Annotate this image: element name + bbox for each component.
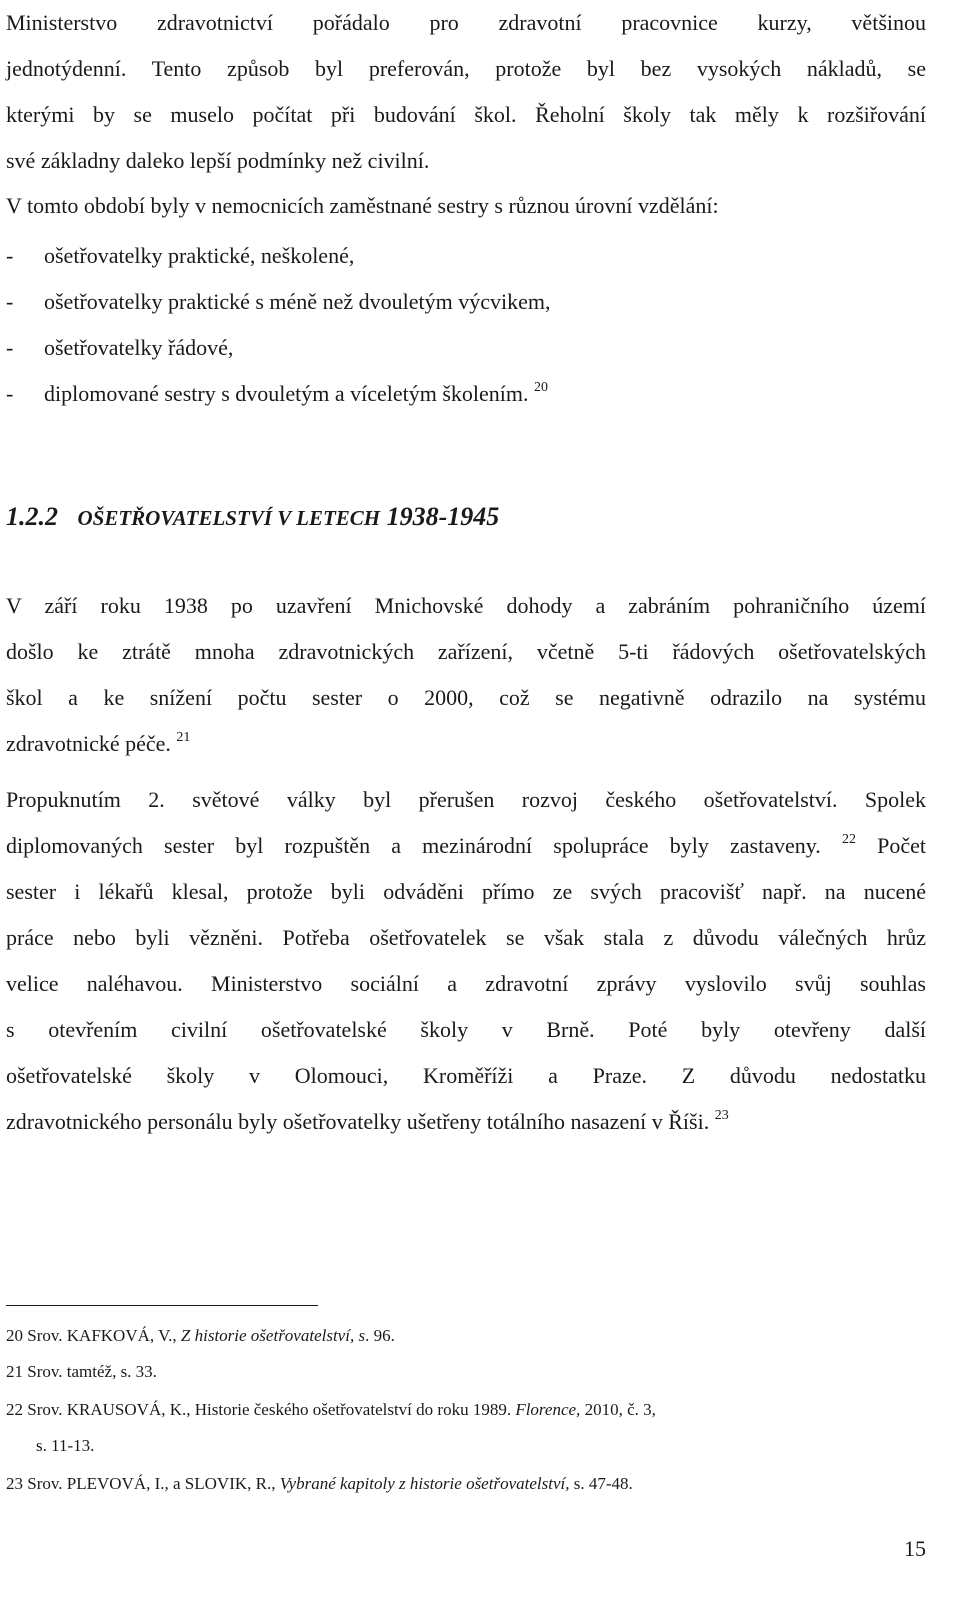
list-item bbox=[6, 279, 550, 325]
paragraph-nurse-levels-intro bbox=[6, 183, 926, 229]
footnote-text: 22 Srov. KRAUSOVÁ, K., Historie českého ošetřovatelství do roku 1989. bbox=[6, 1400, 516, 1419]
footnote-title: Vybrané kapitoly z historie ošetřovatelství, bbox=[279, 1474, 570, 1493]
footnote-text: 2010, č. 3, bbox=[580, 1400, 656, 1419]
footnote-journal: Florence, bbox=[515, 1400, 581, 1419]
footnote-22 bbox=[6, 1392, 656, 1428]
text-line bbox=[6, 1099, 926, 1145]
footnote-23 bbox=[6, 1466, 633, 1502]
text-line bbox=[6, 823, 926, 869]
nurse-levels-list bbox=[6, 233, 550, 417]
dash-bullet: - bbox=[6, 335, 14, 360]
list-item-text: diplomované sestry s dvouletým a víceletým školením. bbox=[44, 381, 529, 406]
text-line bbox=[6, 721, 926, 767]
text-line: V tomto období byly v nemocnicích zaměstnané sestry s různou úrovní vzdělání: bbox=[6, 193, 719, 218]
text-fragment: zdravotnické péče. bbox=[6, 731, 171, 756]
paragraph-ww2-nursing bbox=[6, 777, 926, 1145]
paragraph-ministry-courses bbox=[6, 0, 926, 184]
list-item bbox=[6, 325, 550, 371]
text-line: škol a ke snížení počtu sester o 2000, což se negativně odrazilo na systému bbox=[6, 685, 926, 710]
footnote-text: s. 47-48. bbox=[569, 1474, 633, 1493]
dash-bullet: - bbox=[6, 243, 14, 268]
section-years: 1938-1945 bbox=[386, 502, 500, 531]
list-item-text: ošetřovatelky řádové, bbox=[44, 335, 234, 360]
footnote-21: 21 Srov. tamtéž, s. 33. bbox=[6, 1362, 157, 1381]
footnote-20 bbox=[6, 1318, 395, 1354]
dash-bullet: - bbox=[6, 381, 14, 406]
text-fragment: zdravotnického personálu byly ošetřovatelky ušetřeny totálního nasazení v Říši. bbox=[6, 1109, 710, 1134]
list-item-text: ošetřovatelky praktické s méně než dvouletým výcvikem, bbox=[44, 289, 551, 314]
paragraph-munich-agreement bbox=[6, 583, 926, 767]
text-line: své základny daleko lepší podmínky než civilní. bbox=[6, 148, 430, 173]
text-line: Ministerstvo zdravotnictví pořádalo pro zdravotní pracovnice kurzy, většinou bbox=[6, 10, 926, 35]
page-number: 15 bbox=[904, 1536, 926, 1561]
section-number: 1.2.2 bbox=[6, 502, 58, 531]
footnote-text: . 96. bbox=[365, 1326, 395, 1345]
text-line: sester i lékařů klesal, protože byli odváděni přímo ze svých pracovišť např. na nucené bbox=[6, 879, 926, 904]
list-item bbox=[6, 233, 550, 279]
text-line: s otevřením civilní ošetřovatelské školy v Brně. Poté byly otevřeny další bbox=[6, 1017, 926, 1042]
list-item bbox=[6, 371, 550, 417]
text-line: V září roku 1938 po uzavření Mnichovské dohody a zabráním pohraničního území bbox=[6, 593, 926, 618]
text-fragment: Počet bbox=[855, 833, 927, 858]
footnote-22-continued: s. 11-13. bbox=[36, 1436, 95, 1455]
footnote-separator bbox=[6, 1305, 318, 1306]
text-line: kterými by se muselo počítat při budování škol. Řeholní školy tak měly k rozšiřování bbox=[6, 102, 926, 127]
section-heading bbox=[6, 497, 499, 538]
footnote-text: 23 Srov. PLEVOVÁ, I., a SLOVIK, R., bbox=[6, 1474, 280, 1493]
text-line: došlo ke ztrátě mnoha zdravotnických zařízení, včetně 5-ti řádových ošetřovatelských bbox=[6, 639, 926, 664]
footnote-ref[interactable]: 20 bbox=[534, 380, 549, 395]
text-line: Propuknutím 2. světové války byl přerušen rozvoj českého ošetřovatelství. Spolek bbox=[6, 787, 926, 812]
footnote-ref[interactable]: 21 bbox=[176, 730, 191, 745]
list-item-text: ošetřovatelky praktické, neškolené, bbox=[44, 243, 355, 268]
text-line: velice naléhavou. Ministerstvo sociální a zdravotní zprávy vyslovilo svůj souhlas bbox=[6, 971, 926, 996]
dash-bullet: - bbox=[6, 289, 14, 314]
text-fragment: diplomovaných sester byl rozpuštěn a mezinárodní spolupráce byly zastaveny. bbox=[6, 833, 821, 858]
text-line: ošetřovatelské školy v Olomouci, Kroměříži a Praze. Z důvodu nedostatku bbox=[6, 1063, 926, 1088]
footnote-title: Z historie ošetřovatelství, s bbox=[180, 1326, 366, 1345]
section-title: OŠETŘOVATELSTVÍ V LETECH bbox=[77, 506, 381, 530]
footnote-ref[interactable]: 22 bbox=[841, 832, 856, 847]
footnote-text: 20 Srov. KAFKOVÁ, V., bbox=[6, 1326, 181, 1345]
text-line: práce nebo byli vězněni. Potřeba ošetřovatelek se však stala z důvodu válečných hrůz bbox=[6, 925, 926, 950]
text-line: jednotýdenní. Tento způsob byl preferován, protože byl bez vysokých nákladů, se bbox=[6, 56, 926, 81]
footnote-ref[interactable]: 23 bbox=[714, 1108, 729, 1123]
